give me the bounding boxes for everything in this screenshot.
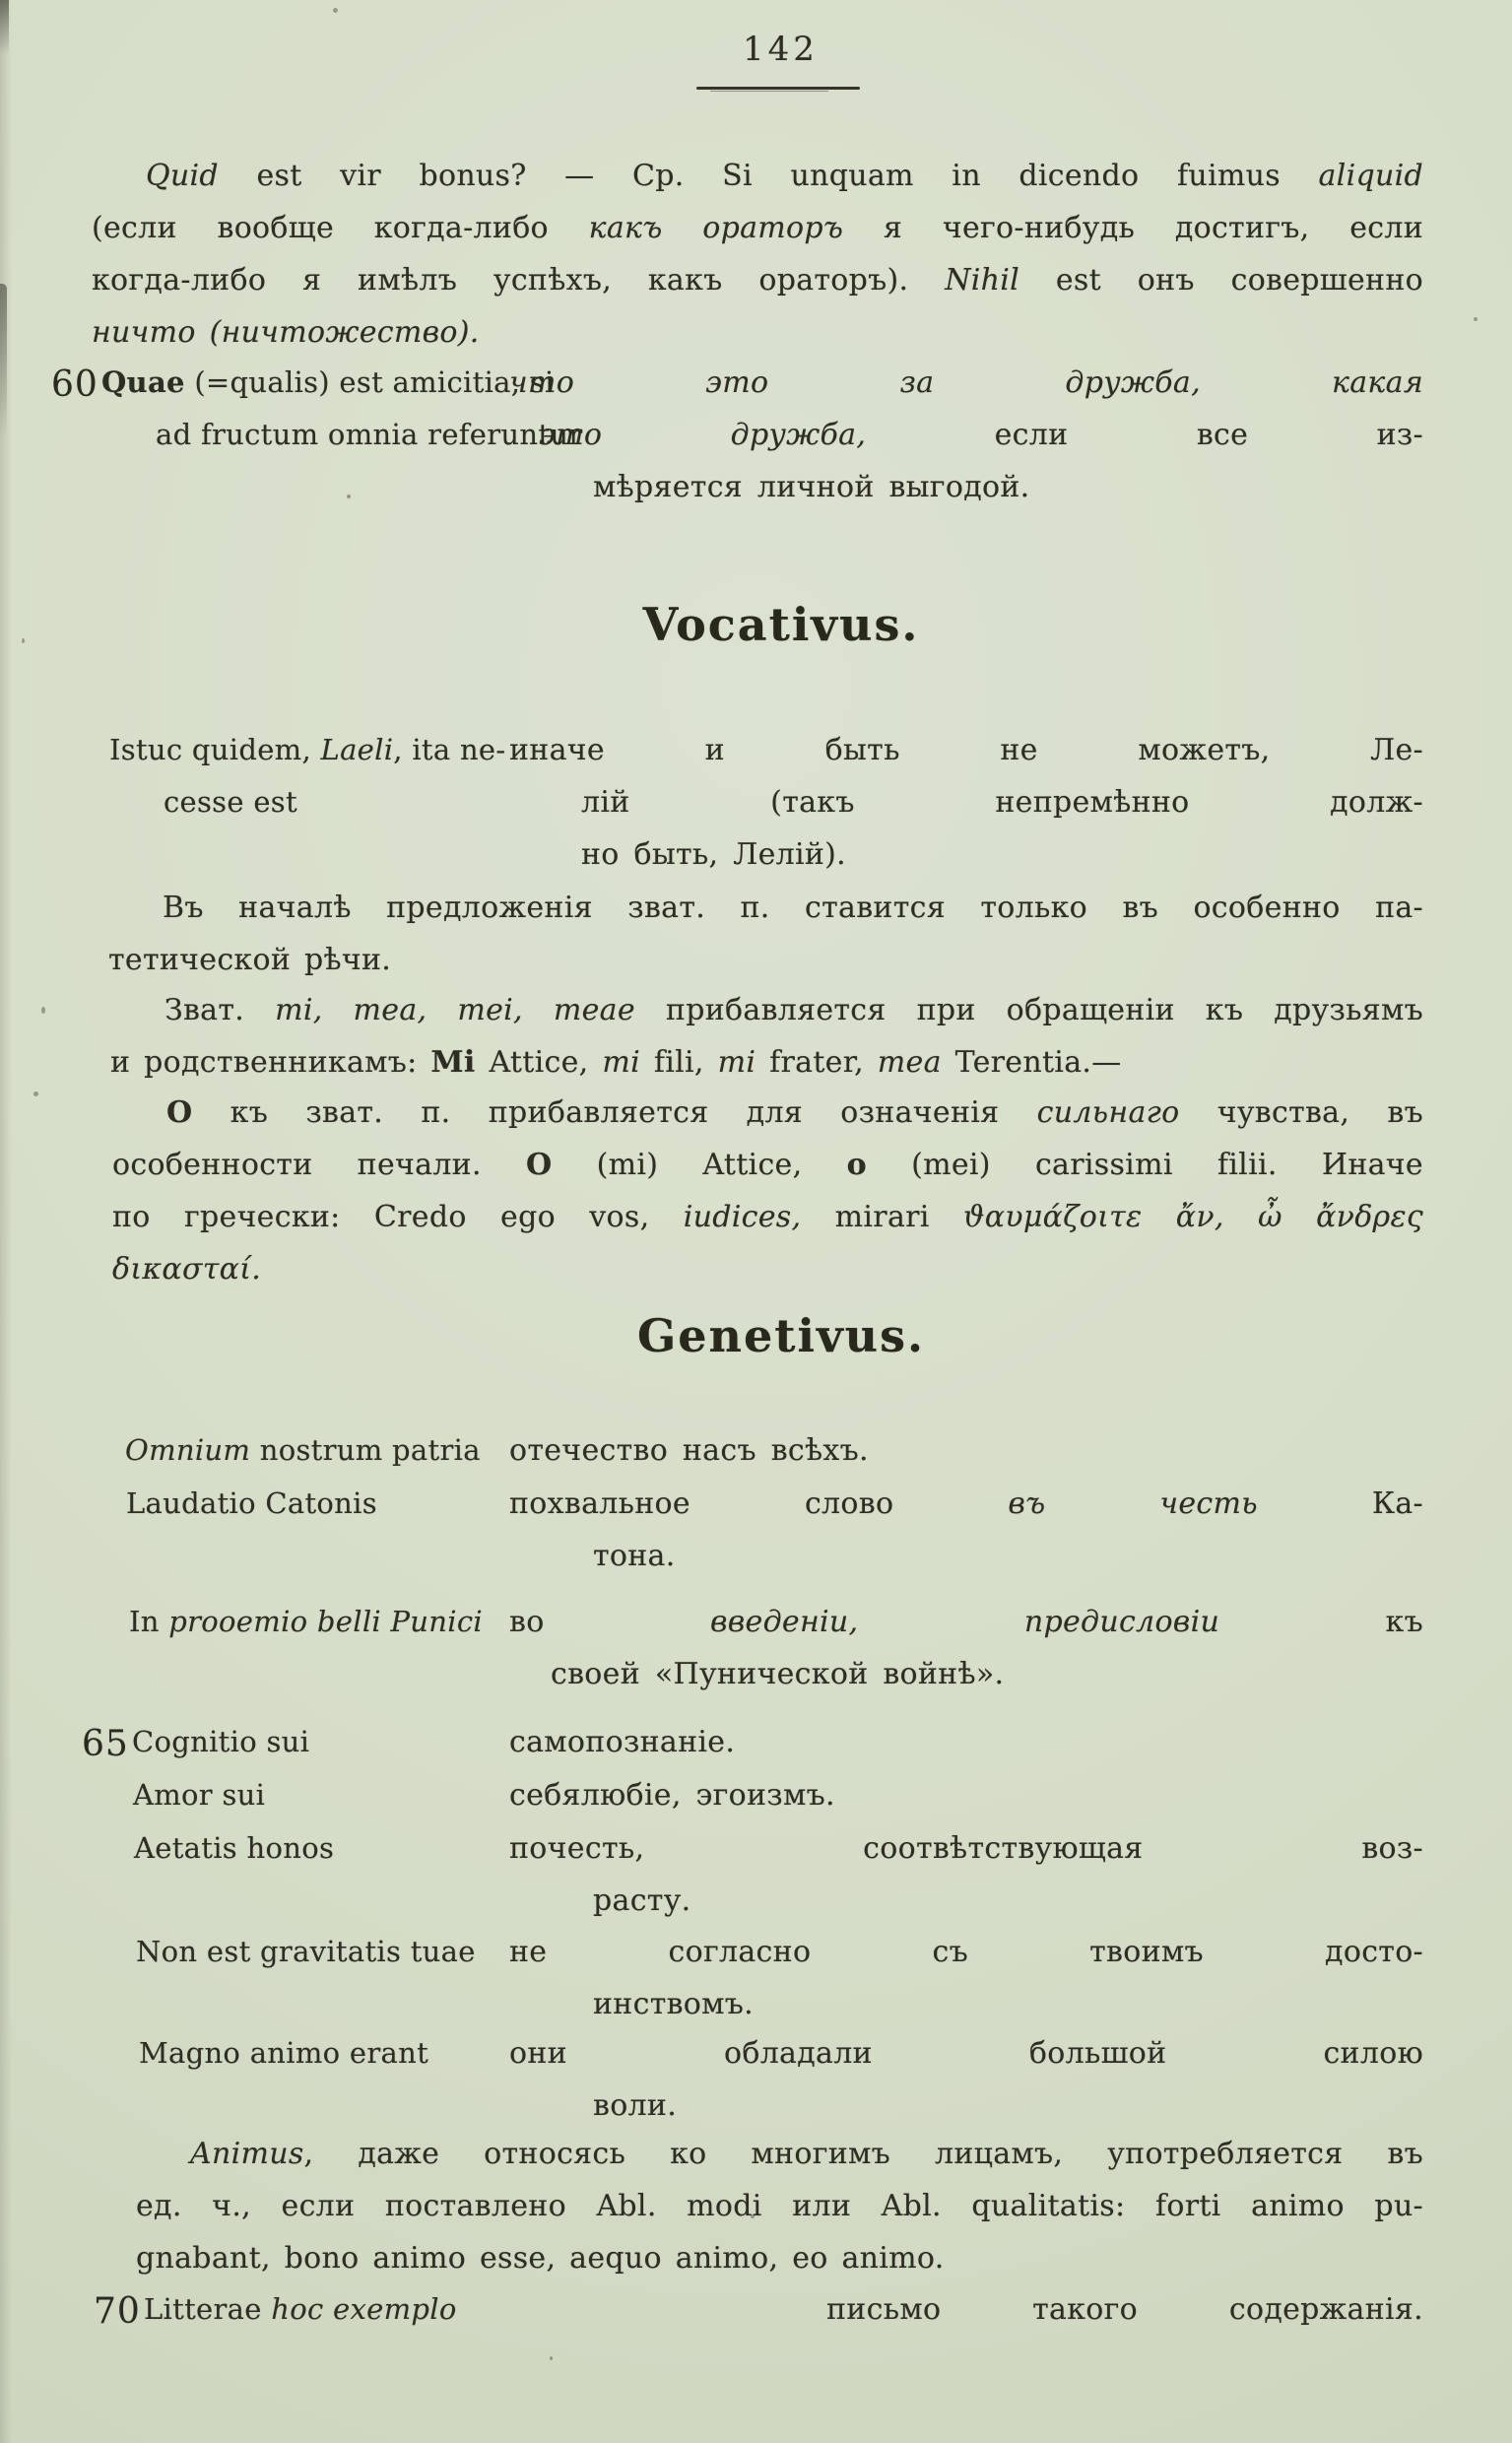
text-segment: похвальное слово xyxy=(509,1486,1009,1521)
text-segment: aliquid xyxy=(1318,159,1423,193)
print-line xyxy=(509,2283,1423,2336)
russian-translation xyxy=(509,2283,1423,2336)
text-segment: я чего-нибудь достигъ, если xyxy=(843,211,1423,245)
scan-edge-artifact xyxy=(0,284,7,451)
paper-speck xyxy=(347,495,351,498)
text-segment: Ка- xyxy=(1257,1486,1423,1521)
print-line xyxy=(509,357,1423,409)
print-line xyxy=(509,1822,1423,1875)
text-segment: Animus xyxy=(190,2137,304,2171)
text-segment: est vir bonus? — Ср. Si unquam in dicendo fuimus xyxy=(218,159,1319,193)
print-line xyxy=(509,1478,1423,1530)
russian-translation xyxy=(509,357,1423,513)
text-segment: это дружба, xyxy=(539,418,867,452)
text-segment: по гречески: Credo ego vos, xyxy=(112,1200,684,1234)
section-heading: Vocativus. xyxy=(642,598,920,651)
text-segment: hoc exemplo xyxy=(271,2292,457,2326)
text-segment: своей «Пунической войнѣ». xyxy=(551,1657,1005,1691)
paper-speck xyxy=(41,1007,45,1014)
print-line xyxy=(101,409,583,461)
print-line xyxy=(509,1926,1423,1978)
text-segment: Attice, xyxy=(475,1045,603,1080)
text-segment: Зват. xyxy=(164,993,276,1027)
text-segment: est онъ совершенно xyxy=(1019,263,1423,297)
text-segment: письмо такого содержанія. xyxy=(826,2292,1423,2327)
text-segment: когда-либо я имѣлъ успѣхъ, какъ ораторъ). xyxy=(92,263,946,297)
paper-speck xyxy=(33,1091,38,1096)
text-segment: mirari xyxy=(801,1200,963,1234)
text-segment: prooemio belli Punici xyxy=(168,1605,483,1638)
russian-translation xyxy=(509,1769,1423,1821)
print-line xyxy=(92,306,1423,359)
russian-translation xyxy=(509,1822,1423,1927)
print-line xyxy=(509,1648,1423,1700)
text-segment: иначе и быть не можетъ, Ле- xyxy=(509,733,1423,767)
text-segment: сильнаго xyxy=(1036,1095,1180,1130)
text-segment: (mei) carissimi filii. Иначе xyxy=(866,1148,1423,1182)
text-segment: они обладали большой силою xyxy=(509,2036,1423,2071)
print-line xyxy=(108,882,1423,934)
print-line xyxy=(509,1978,1423,2030)
text-segment: mi xyxy=(717,1045,756,1080)
print-line xyxy=(136,1926,569,1978)
paragraph xyxy=(110,984,1423,1089)
latin-phrase xyxy=(126,1478,559,1530)
text-segment: Omnium xyxy=(125,1433,251,1467)
paragraph xyxy=(112,1087,1423,1295)
text-segment: Въ началѣ предложенія зват. п. ставится только въ особенно па- xyxy=(163,891,1423,925)
paragraph xyxy=(92,150,1423,359)
print-line xyxy=(509,409,1423,461)
latin-phrase xyxy=(125,1424,559,1477)
text-segment: nostrum patria xyxy=(250,1433,481,1467)
russian-translation xyxy=(509,1926,1423,2030)
text-segment: ничто (ничтожество). xyxy=(92,315,480,350)
latin-phrase xyxy=(134,1822,567,1875)
paper-speck xyxy=(1474,317,1478,321)
text-segment: и родственникамъ: xyxy=(110,1045,431,1080)
russian-translation xyxy=(509,1716,1423,1768)
paragraph xyxy=(136,2128,1423,2284)
latin-phrase xyxy=(133,1769,566,1821)
text-segment: mi, mea, mei, meae xyxy=(275,993,635,1027)
text-segment: инствомъ. xyxy=(593,1987,754,2021)
print-line xyxy=(134,1822,567,1875)
scan-corner-artifact xyxy=(0,0,9,55)
text-segment: Cognitio sui xyxy=(132,1725,310,1758)
entry-number: 65 xyxy=(82,1724,129,1764)
text-segment: почесть, соотвѣтствующая воз- xyxy=(509,1831,1423,1866)
text-segment: , даже относясь ко многимъ лицамъ, употребляется въ xyxy=(303,2137,1423,2171)
russian-translation xyxy=(509,1596,1423,1700)
print-line xyxy=(133,1769,566,1821)
latin-phrase xyxy=(136,1926,569,1978)
text-segment: самопознаніе. xyxy=(509,1725,736,1759)
text-segment: Nihil xyxy=(945,263,1020,297)
print-line xyxy=(136,2128,1423,2180)
print-line xyxy=(509,1530,1423,1582)
text-segment: Litterae xyxy=(144,2292,272,2326)
latin-phrase xyxy=(109,724,543,828)
print-line xyxy=(509,461,1423,513)
page-number: 142 xyxy=(743,30,819,69)
text-segment: iudices, xyxy=(683,1200,802,1234)
russian-translation xyxy=(509,1424,1423,1477)
print-line xyxy=(509,1716,1423,1768)
entry-number: 70 xyxy=(94,2291,141,2332)
text-segment: не согласно съ твоимъ досто- xyxy=(509,1935,1423,1969)
text-segment: введеніи, предисловіи xyxy=(710,1605,1220,1639)
print-line xyxy=(92,150,1423,202)
text-segment: тетической рѣчи. xyxy=(108,943,392,977)
text-segment: frater, xyxy=(756,1045,878,1080)
text-segment: Quae xyxy=(101,365,185,399)
print-line xyxy=(101,357,555,409)
text-segment: In xyxy=(129,1605,169,1638)
print-line xyxy=(132,1716,565,1768)
latin-phrase xyxy=(101,357,583,461)
paper-speck xyxy=(550,2356,553,2360)
text-segment: въ честь xyxy=(1008,1486,1258,1521)
text-segment: расту. xyxy=(593,1883,691,1918)
text-segment: (=qualis) est amicitia, si xyxy=(184,365,555,399)
text-segment: отечество насъ всѣхъ. xyxy=(509,1433,869,1468)
text-segment: Laudatio Catonis xyxy=(126,1486,377,1520)
print-line xyxy=(92,202,1423,254)
text-segment: Istuc quidem, xyxy=(109,733,321,766)
paper-speck xyxy=(333,8,338,13)
text-segment: къ xyxy=(1219,1605,1423,1639)
text-segment: тона. xyxy=(593,1539,676,1573)
print-line xyxy=(136,2180,1423,2232)
text-segment: fili, xyxy=(640,1045,718,1080)
print-line xyxy=(129,1596,562,1648)
print-line xyxy=(509,1769,1423,1821)
text-segment: Non est gravitatis tuae xyxy=(136,1935,476,1968)
print-line xyxy=(509,1424,1423,1477)
latin-phrase xyxy=(132,1716,565,1768)
text-segment: къ зват. п. прибавляется для означенія xyxy=(192,1095,1037,1130)
print-line xyxy=(112,1191,1423,1243)
print-line xyxy=(108,934,1423,986)
print-line xyxy=(126,1478,559,1530)
russian-translation xyxy=(509,724,1423,881)
text-segment: gnabant, bono animo esse, aequo animo, eo animo. xyxy=(136,2241,945,2276)
print-line xyxy=(136,2232,1423,2284)
text-segment: во xyxy=(509,1605,711,1639)
print-line xyxy=(509,724,1423,776)
text-segment: мѣряется личной выгодой. xyxy=(593,470,1030,504)
text-segment: лій (такъ непремѣнно долж- xyxy=(581,785,1423,820)
text-segment: если все из- xyxy=(866,418,1423,452)
text-segment: прибавляется при обращеніи къ друзьямъ xyxy=(634,993,1424,1027)
latin-phrase xyxy=(129,1596,562,1648)
text-segment: Quid xyxy=(146,159,219,193)
latin-phrase xyxy=(139,2027,572,2080)
text-segment: Aetatis honos xyxy=(134,1831,335,1865)
text-segment: какъ ораторъ xyxy=(588,211,844,245)
text-segment: δικασταί. xyxy=(112,1252,262,1287)
text-segment: особенности печали. xyxy=(112,1148,526,1182)
entry-number: 60 xyxy=(51,364,99,405)
print-line xyxy=(112,1243,1423,1295)
russian-translation xyxy=(509,2027,1423,2132)
text-segment: Mi xyxy=(430,1045,476,1080)
print-line xyxy=(509,2080,1423,2132)
print-line xyxy=(112,1087,1423,1139)
text-segment: Terentia.— xyxy=(941,1045,1122,1080)
print-line xyxy=(139,2027,572,2080)
text-segment: (если вообще когда-либо xyxy=(92,211,589,245)
text-segment: ед. ч., если поставлено Abl. modi или Abl. qualitatis: forti animo pu- xyxy=(136,2189,1423,2223)
text-segment: себялюбіе, эгоизмъ. xyxy=(509,1778,835,1813)
text-segment: , ita ne- xyxy=(393,733,506,766)
text-segment: mi xyxy=(602,1045,640,1080)
print-line xyxy=(509,2027,1423,2080)
text-segment: Amor sui xyxy=(133,1778,266,1812)
text-segment: (mi) Attice, xyxy=(552,1148,847,1182)
print-line xyxy=(110,1036,1423,1089)
print-line xyxy=(125,1424,559,1477)
text-segment: что это за дружба, какая xyxy=(509,365,1423,400)
text-segment: Laeli xyxy=(320,733,394,766)
text-segment: но быть, Лелій). xyxy=(581,837,847,872)
print-line xyxy=(110,984,1423,1036)
text-segment: cesse est xyxy=(164,785,297,819)
text-segment: O xyxy=(525,1148,553,1182)
print-line xyxy=(509,776,1423,828)
russian-translation xyxy=(509,1478,1423,1582)
text-segment: ϑαυμάζοιτε ἄν, ὦ ἄνδρες xyxy=(962,1200,1423,1234)
section-heading: Genetivus. xyxy=(636,1309,926,1362)
text-segment: О xyxy=(166,1095,193,1130)
text-segment: ad fructum omnia referuntur xyxy=(156,418,583,451)
print-line xyxy=(112,1139,1423,1191)
text-segment: o xyxy=(846,1148,867,1182)
print-line xyxy=(109,724,543,776)
print-line xyxy=(109,776,543,828)
paragraph xyxy=(108,882,1423,986)
text-segment: Magno animo erant xyxy=(139,2036,429,2070)
text-segment: воли. xyxy=(593,2088,678,2123)
print-line xyxy=(509,1875,1423,1927)
print-line xyxy=(92,254,1423,306)
text-segment: mea xyxy=(877,1045,942,1080)
print-line xyxy=(509,1596,1423,1648)
page-number-rule xyxy=(696,87,860,90)
print-line xyxy=(509,828,1423,881)
text-segment: чувства, въ xyxy=(1179,1095,1423,1130)
